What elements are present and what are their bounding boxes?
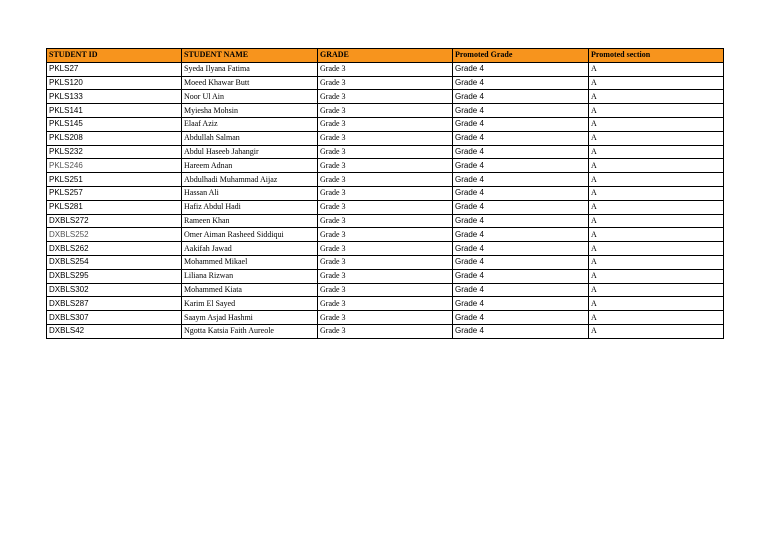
- cell-grade[interactable]: Grade 3: [318, 297, 453, 311]
- cell-student-id[interactable]: DXBLS252: [47, 228, 182, 242]
- table-row: [47, 214, 724, 228]
- header-row: [47, 49, 724, 63]
- cell-student-id[interactable]: DXBLS287: [47, 297, 182, 311]
- table-body: [47, 62, 724, 338]
- cell-promoted-section[interactable]: A: [589, 145, 724, 159]
- table-row: [47, 117, 724, 131]
- cell-promoted-grade[interactable]: Grade 4: [453, 269, 589, 283]
- cell-promoted-grade[interactable]: Grade 4: [453, 145, 589, 159]
- cell-promoted-section[interactable]: A: [589, 117, 724, 131]
- cell-promoted-grade[interactable]: Grade 4: [453, 297, 589, 311]
- cell-grade[interactable]: Grade 3: [318, 145, 453, 159]
- cell-grade[interactable]: Grade 3: [318, 255, 453, 269]
- cell-student-id[interactable]: PKLS120: [47, 76, 182, 90]
- cell-promoted-section[interactable]: A: [589, 311, 724, 325]
- cell-promoted-grade[interactable]: Grade 4: [453, 255, 589, 269]
- cell-student-name[interactable]: Liliana Rizwan: [182, 269, 318, 283]
- cell-promoted-section[interactable]: A: [589, 255, 724, 269]
- cell-student-id[interactable]: PKLS141: [47, 104, 182, 118]
- cell-student-name[interactable]: Saaym Asjad Hashmi: [182, 311, 318, 325]
- header-grade[interactable]: GRADE: [318, 49, 453, 63]
- cell-student-id[interactable]: DXBLS307: [47, 311, 182, 325]
- cell-student-name[interactable]: Ngotta Katsia Faith Aureole: [182, 324, 318, 338]
- cell-promoted-section[interactable]: A: [589, 324, 724, 338]
- cell-student-name[interactable]: Abdullah Salman: [182, 131, 318, 145]
- cell-grade[interactable]: Grade 3: [318, 228, 453, 242]
- cell-promoted-grade[interactable]: Grade 4: [453, 311, 589, 325]
- cell-promoted-grade[interactable]: Grade 4: [453, 62, 589, 76]
- cell-promoted-section[interactable]: A: [589, 242, 724, 256]
- cell-student-name[interactable]: Karim El Sayed: [182, 297, 318, 311]
- table-row: [47, 173, 724, 187]
- cell-promoted-grade[interactable]: Grade 4: [453, 159, 589, 173]
- cell-student-id[interactable]: DXBLS42: [47, 324, 182, 338]
- cell-student-id[interactable]: PKLS281: [47, 200, 182, 214]
- table-row: [47, 242, 724, 256]
- table-row: [47, 283, 724, 297]
- cell-promoted-grade[interactable]: Grade 4: [453, 90, 589, 104]
- cell-grade[interactable]: Grade 3: [318, 117, 453, 131]
- cell-promoted-grade[interactable]: Grade 4: [453, 214, 589, 228]
- table-row: [47, 324, 724, 338]
- cell-promoted-section[interactable]: A: [589, 228, 724, 242]
- cell-student-name[interactable]: Rameen Khan: [182, 214, 318, 228]
- cell-student-id[interactable]: PKLS251: [47, 173, 182, 187]
- cell-grade[interactable]: Grade 3: [318, 90, 453, 104]
- cell-promoted-grade[interactable]: Grade 4: [453, 117, 589, 131]
- table-row: [47, 90, 724, 104]
- cell-student-id[interactable]: PKLS133: [47, 90, 182, 104]
- table-row: [47, 76, 724, 90]
- cell-promoted-section[interactable]: A: [589, 297, 724, 311]
- cell-grade[interactable]: Grade 3: [318, 324, 453, 338]
- cell-promoted-grade[interactable]: Grade 4: [453, 228, 589, 242]
- table-row: [47, 200, 724, 214]
- cell-grade[interactable]: Grade 3: [318, 62, 453, 76]
- cell-student-name[interactable]: Hareem Adnan: [182, 159, 318, 173]
- header-student-name[interactable]: STUDENT NAME: [182, 49, 318, 63]
- cell-student-name[interactable]: Abdul Haseeb Jahangir: [182, 145, 318, 159]
- cell-grade[interactable]: Grade 3: [318, 104, 453, 118]
- cell-student-name[interactable]: Aakifah Jawad: [182, 242, 318, 256]
- table-row: [47, 269, 724, 283]
- table-row: [47, 159, 724, 173]
- cell-student-id[interactable]: DXBLS295: [47, 269, 182, 283]
- header-promoted-section[interactable]: Promoted section: [589, 49, 724, 63]
- table-row: [47, 131, 724, 145]
- table-row: [47, 297, 724, 311]
- cell-promoted-section[interactable]: A: [589, 62, 724, 76]
- cell-grade[interactable]: Grade 3: [318, 283, 453, 297]
- cell-student-id[interactable]: DXBLS262: [47, 242, 182, 256]
- cell-student-name[interactable]: Syeda Ilyana Fatima: [182, 62, 318, 76]
- table-row: [47, 145, 724, 159]
- table-row: [47, 228, 724, 242]
- cell-student-name[interactable]: Hassan Ali: [182, 186, 318, 200]
- header-student-id[interactable]: STUDENT ID: [47, 49, 182, 63]
- cell-student-name[interactable]: Moeed Khawar Butt: [182, 76, 318, 90]
- cell-grade[interactable]: Grade 3: [318, 159, 453, 173]
- cell-promoted-grade[interactable]: Grade 4: [453, 186, 589, 200]
- cell-promoted-section[interactable]: A: [589, 214, 724, 228]
- cell-promoted-grade[interactable]: Grade 4: [453, 76, 589, 90]
- students-table: [46, 48, 724, 339]
- cell-student-id[interactable]: PKLS232: [47, 145, 182, 159]
- cell-student-id[interactable]: PKLS208: [47, 131, 182, 145]
- cell-grade[interactable]: Grade 3: [318, 131, 453, 145]
- cell-grade[interactable]: Grade 3: [318, 200, 453, 214]
- cell-student-name[interactable]: Mohammed Kiata: [182, 283, 318, 297]
- spreadsheet: [46, 48, 723, 339]
- cell-promoted-section[interactable]: A: [589, 283, 724, 297]
- cell-student-name[interactable]: Hafiz Abdul Hadi: [182, 200, 318, 214]
- cell-student-name[interactable]: Noor Ul Ain: [182, 90, 318, 104]
- table-row: [47, 255, 724, 269]
- table-row: [47, 311, 724, 325]
- cell-promoted-grade[interactable]: Grade 4: [453, 242, 589, 256]
- cell-promoted-section[interactable]: A: [589, 90, 724, 104]
- cell-promoted-section[interactable]: A: [589, 269, 724, 283]
- cell-student-id[interactable]: DXBLS302: [47, 283, 182, 297]
- cell-promoted-section[interactable]: A: [589, 186, 724, 200]
- cell-student-id[interactable]: PKLS27: [47, 62, 182, 76]
- cell-grade[interactable]: Grade 3: [318, 269, 453, 283]
- cell-grade[interactable]: Grade 3: [318, 311, 453, 325]
- cell-promoted-grade[interactable]: Grade 4: [453, 104, 589, 118]
- cell-student-name[interactable]: Myiesha Mohsin: [182, 104, 318, 118]
- cell-grade[interactable]: Grade 3: [318, 186, 453, 200]
- cell-student-name[interactable]: Mohammed Mikael: [182, 255, 318, 269]
- cell-student-id[interactable]: PKLS257: [47, 186, 182, 200]
- cell-student-id[interactable]: PKLS246: [47, 159, 182, 173]
- cell-promoted-section[interactable]: A: [589, 200, 724, 214]
- cell-promoted-section[interactable]: A: [589, 104, 724, 118]
- table-row: [47, 186, 724, 200]
- table-row: [47, 62, 724, 76]
- table-row: [47, 104, 724, 118]
- cell-promoted-grade[interactable]: Grade 4: [453, 324, 589, 338]
- cell-promoted-section[interactable]: A: [589, 159, 724, 173]
- cell-promoted-grade[interactable]: Grade 4: [453, 283, 589, 297]
- cell-promoted-section[interactable]: A: [589, 173, 724, 187]
- header-promoted-grade[interactable]: Promoted Grade: [453, 49, 589, 63]
- cell-student-name[interactable]: Elaaf Aziz: [182, 117, 318, 131]
- cell-student-id[interactable]: DXBLS254: [47, 255, 182, 269]
- cell-promoted-section[interactable]: A: [589, 76, 724, 90]
- cell-grade[interactable]: Grade 3: [318, 173, 453, 187]
- cell-student-id[interactable]: DXBLS272: [47, 214, 182, 228]
- cell-student-name[interactable]: Omer Aiman Rasheed Siddiqui: [182, 228, 318, 242]
- cell-promoted-section[interactable]: A: [589, 131, 724, 145]
- cell-promoted-grade[interactable]: Grade 4: [453, 173, 589, 187]
- cell-promoted-grade[interactable]: Grade 4: [453, 200, 589, 214]
- cell-student-name[interactable]: Abdulhadi Muhammad Aijaz: [182, 173, 318, 187]
- cell-grade[interactable]: Grade 3: [318, 76, 453, 90]
- cell-student-id[interactable]: PKLS145: [47, 117, 182, 131]
- cell-promoted-grade[interactable]: Grade 4: [453, 131, 589, 145]
- cell-grade[interactable]: Grade 3: [318, 242, 453, 256]
- cell-grade[interactable]: Grade 3: [318, 214, 453, 228]
